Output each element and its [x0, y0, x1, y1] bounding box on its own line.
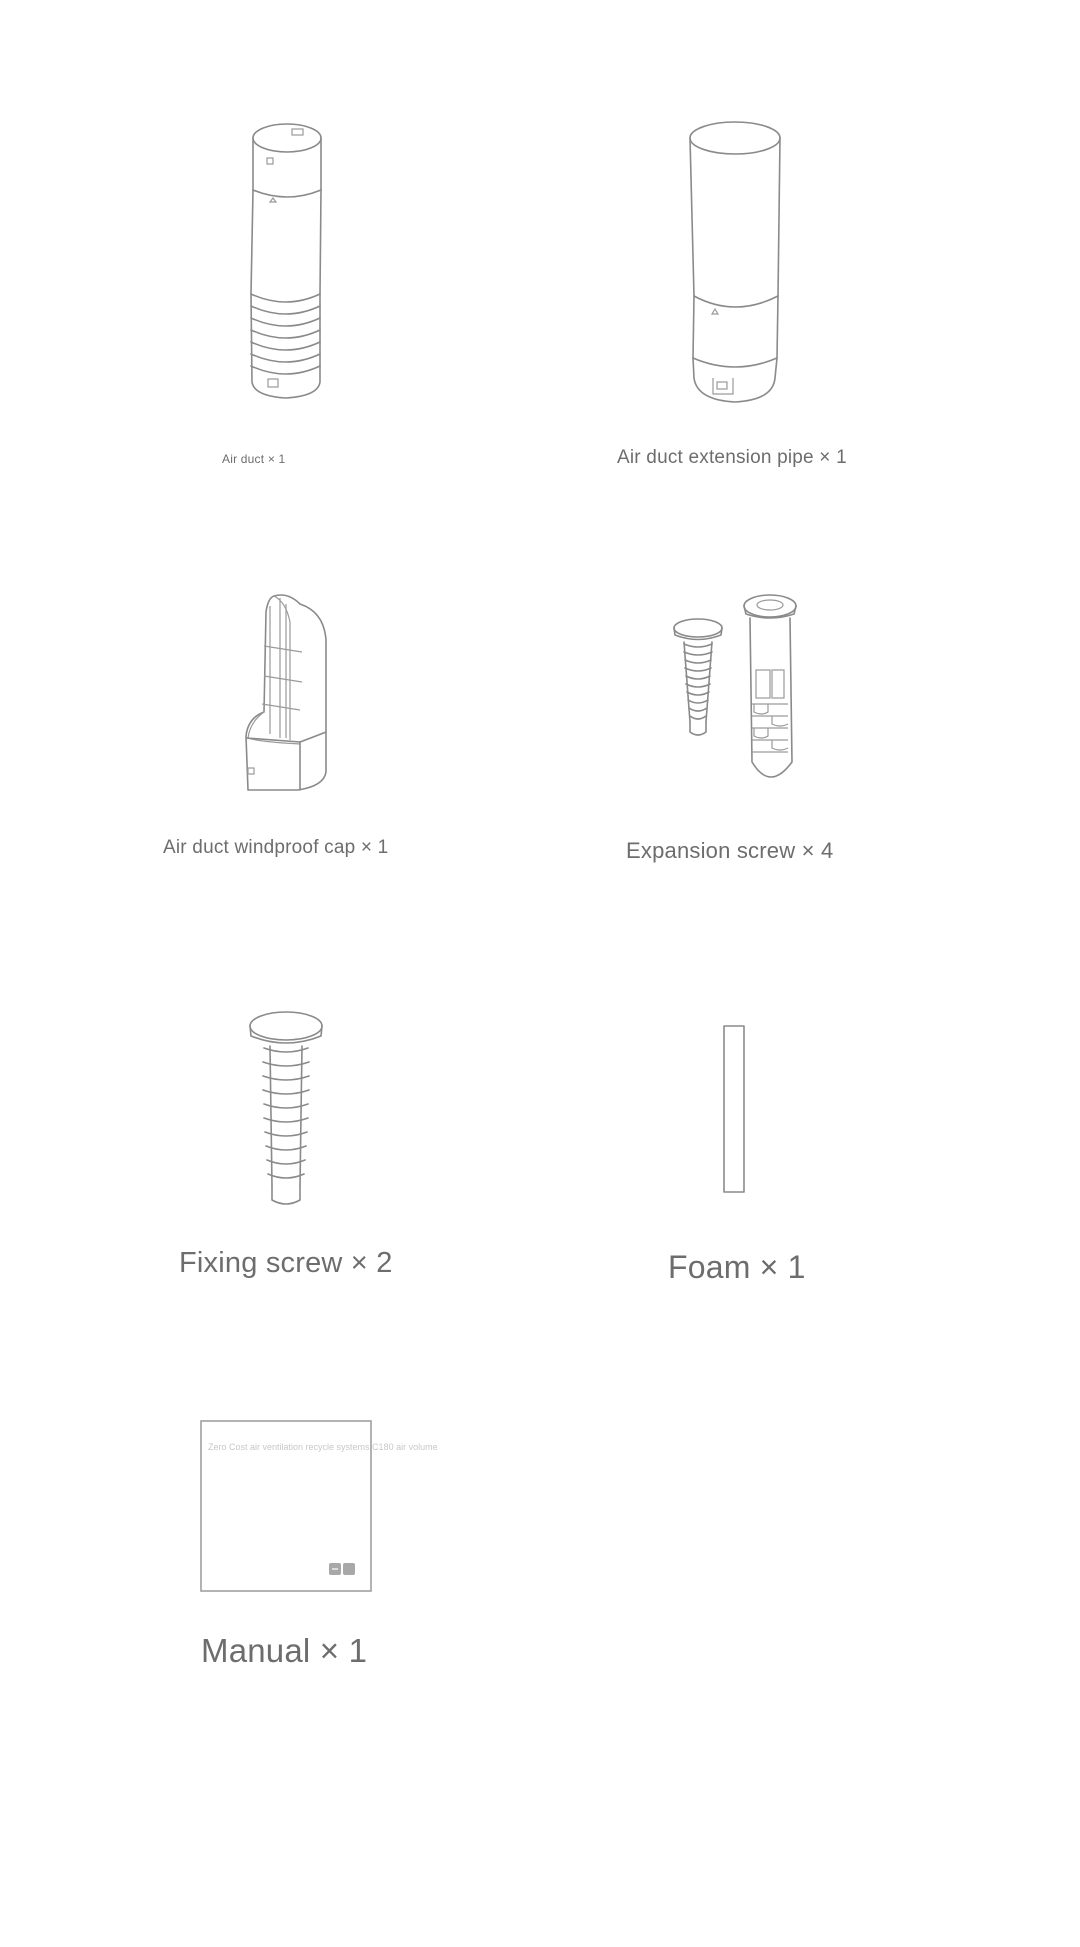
item-label: Air duct extension pipe × 1	[617, 447, 847, 468]
extension-pipe-icon	[685, 118, 795, 408]
foam-strip-icon	[722, 1024, 748, 1196]
item-label: Fixing screw × 2	[179, 1247, 393, 1279]
expansion-screw-icon	[670, 592, 800, 802]
air-duct-icon	[240, 118, 340, 408]
fixing-screw-icon	[248, 1010, 328, 1220]
windproof-cap-icon	[240, 592, 340, 802]
item-label: Manual × 1	[201, 1632, 368, 1669]
item-label: Air duct windproof cap × 1	[163, 837, 389, 858]
item-label: Foam × 1	[668, 1249, 806, 1285]
manual-cover-text: Zero Cost air ventilation recycle systems C180 air volume	[208, 1442, 438, 1452]
item-label: Expansion screw × 4	[626, 838, 834, 863]
item-label: Air duct × 1	[222, 452, 286, 466]
